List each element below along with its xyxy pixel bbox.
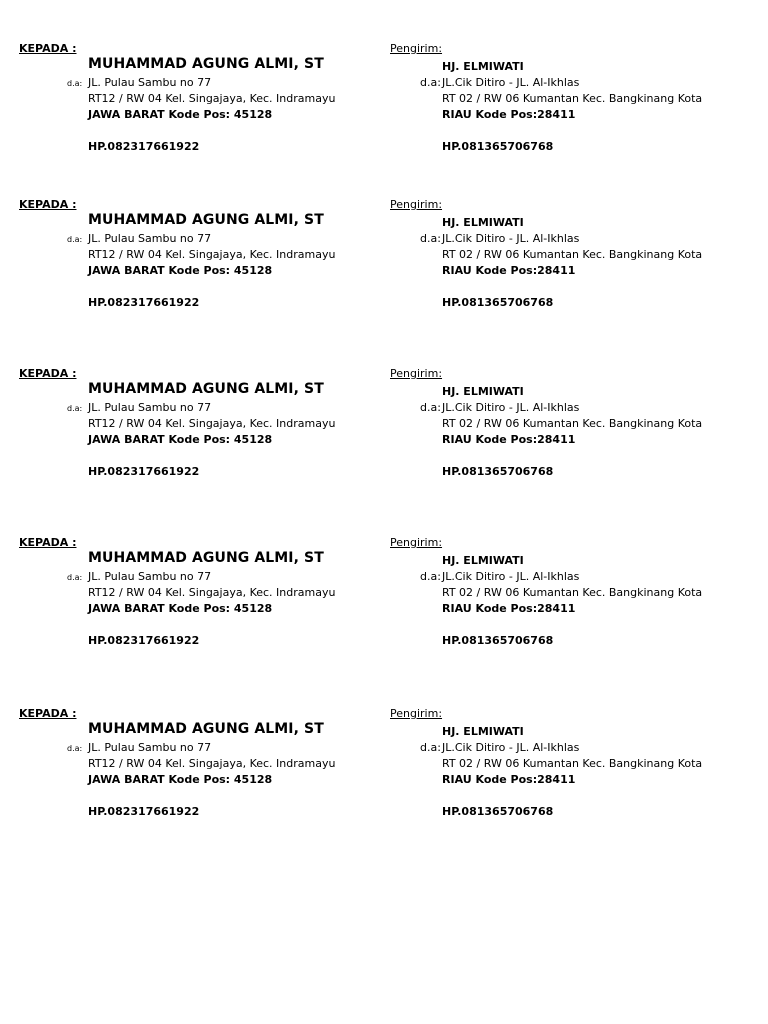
recipient-address-line-1: JL. Pulau Sambu no 77: [88, 232, 212, 245]
sender-address-line-1: JL.Cik Ditiro - JL. Al-Ikhlas: [442, 232, 580, 245]
sender-address-line-2: RT 02 / RW 06 Kumantan Kec. Bangkinang Kota: [442, 757, 703, 770]
sender-da-prefix: d.a:: [420, 570, 441, 583]
sender-name: HJ. ELMIWATI: [442, 216, 524, 229]
recipient-da-prefix: d.a:: [67, 573, 83, 582]
recipient-heading: KEPADA :: [19, 536, 77, 549]
recipient-name: MUHAMMAD AGUNG ALMI, ST: [88, 721, 324, 737]
recipient-address-line-2: RT12 / RW 04 Kel. Singajaya, Kec. Indramayu: [88, 586, 336, 599]
sender-phone: HP.081365706768: [442, 634, 554, 647]
sender-address-line-1: JL.Cik Ditiro - JL. Al-Ikhlas: [442, 741, 580, 754]
recipient-address-line-2: RT12 / RW 04 Kel. Singajaya, Kec. Indramayu: [88, 757, 336, 770]
recipient-block: [0, 42, 384, 192]
sender-address-line-3: RIAU Kode Pos:28411: [442, 108, 576, 121]
recipient-address-line-1: JL. Pulau Sambu no 77: [88, 570, 212, 583]
recipient-address-line-3: JAWA BARAT Kode Pos: 45128: [88, 773, 273, 786]
sender-address-line-1: JL.Cik Ditiro - JL. Al-Ikhlas: [442, 401, 580, 414]
sender-phone: HP.081365706768: [442, 140, 554, 153]
recipient-da-prefix: d.a:: [67, 404, 83, 413]
sender-phone: HP.081365706768: [442, 465, 554, 478]
recipient-da-prefix: d.a:: [67, 744, 83, 753]
sender-address-line-2: RT 02 / RW 06 Kumantan Kec. Bangkinang Kota: [442, 586, 703, 599]
sender-name: HJ. ELMIWATI: [442, 725, 524, 738]
recipient-address-line-3: JAWA BARAT Kode Pos: 45128: [88, 433, 273, 446]
sender-address-line-2: RT 02 / RW 06 Kumantan Kec. Bangkinang Kota: [442, 92, 703, 105]
sender-block: [384, 536, 768, 686]
recipient-address-line-2: RT12 / RW 04 Kel. Singajaya, Kec. Indramayu: [88, 417, 336, 430]
mailing-label-2: [0, 198, 768, 348]
sender-block: [384, 198, 768, 348]
recipient-phone: HP.082317661922: [88, 465, 200, 478]
recipient-name: MUHAMMAD AGUNG ALMI, ST: [88, 550, 324, 566]
recipient-address-line-3: JAWA BARAT Kode Pos: 45128: [88, 108, 273, 121]
recipient-name: MUHAMMAD AGUNG ALMI, ST: [88, 56, 324, 72]
recipient-address-line-1: JL. Pulau Sambu no 77: [88, 76, 212, 89]
recipient-address-line-1: JL. Pulau Sambu no 77: [88, 741, 212, 754]
sender-address-line-3: RIAU Kode Pos:28411: [442, 264, 576, 277]
recipient-address-line-2: RT12 / RW 04 Kel. Singajaya, Kec. Indramayu: [88, 248, 336, 261]
recipient-block: [0, 707, 384, 857]
mailing-label-3: [0, 367, 768, 517]
recipient-heading: KEPADA :: [19, 198, 77, 211]
recipient-heading: KEPADA :: [19, 42, 77, 55]
sender-phone: HP.081365706768: [442, 296, 554, 309]
sender-heading: Pengirim:: [390, 198, 443, 211]
recipient-block: [0, 536, 384, 686]
recipient-name: MUHAMMAD AGUNG ALMI, ST: [88, 381, 324, 397]
sender-heading: Pengirim:: [390, 536, 443, 549]
recipient-phone: HP.082317661922: [88, 805, 200, 818]
sender-name: HJ. ELMIWATI: [442, 60, 524, 73]
recipient-address-line-1: JL. Pulau Sambu no 77: [88, 401, 212, 414]
sender-heading: Pengirim:: [390, 42, 443, 55]
sender-da-prefix: d.a:: [420, 76, 441, 89]
sender-heading: Pengirim:: [390, 707, 443, 720]
sender-address-line-3: RIAU Kode Pos:28411: [442, 773, 576, 786]
sender-address-line-2: RT 02 / RW 06 Kumantan Kec. Bangkinang Kota: [442, 417, 703, 430]
recipient-block: [0, 198, 384, 348]
sender-da-prefix: d.a:: [420, 401, 441, 414]
sender-address-line-1: JL.Cik Ditiro - JL. Al-Ikhlas: [442, 76, 580, 89]
recipient-address-line-3: JAWA BARAT Kode Pos: 45128: [88, 264, 273, 277]
sender-da-prefix: d.a:: [420, 232, 441, 245]
recipient-block: [0, 367, 384, 517]
mailing-label-1: [0, 42, 768, 192]
sender-name: HJ. ELMIWATI: [442, 554, 524, 567]
sender-block: [384, 367, 768, 517]
mailing-label-4: [0, 536, 768, 686]
recipient-phone: HP.082317661922: [88, 296, 200, 309]
sender-heading: Pengirim:: [390, 367, 443, 380]
sender-name: HJ. ELMIWATI: [442, 385, 524, 398]
mailing-label-5: [0, 707, 768, 857]
recipient-phone: HP.082317661922: [88, 634, 200, 647]
sender-address-line-3: RIAU Kode Pos:28411: [442, 433, 576, 446]
sender-address-line-1: JL.Cik Ditiro - JL. Al-Ikhlas: [442, 570, 580, 583]
sender-block: [384, 707, 768, 857]
sender-da-prefix: d.a:: [420, 741, 441, 754]
sender-phone: HP.081365706768: [442, 805, 554, 818]
recipient-heading: KEPADA :: [19, 367, 77, 380]
recipient-da-prefix: d.a:: [67, 235, 83, 244]
sender-address-line-3: RIAU Kode Pos:28411: [442, 602, 576, 615]
recipient-phone: HP.082317661922: [88, 140, 200, 153]
recipient-heading: KEPADA :: [19, 707, 77, 720]
recipient-address-line-2: RT12 / RW 04 Kel. Singajaya, Kec. Indramayu: [88, 92, 336, 105]
recipient-da-prefix: d.a:: [67, 79, 83, 88]
recipient-address-line-3: JAWA BARAT Kode Pos: 45128: [88, 602, 273, 615]
sender-address-line-2: RT 02 / RW 06 Kumantan Kec. Bangkinang Kota: [442, 248, 703, 261]
recipient-name: MUHAMMAD AGUNG ALMI, ST: [88, 212, 324, 228]
sender-block: [384, 42, 768, 192]
